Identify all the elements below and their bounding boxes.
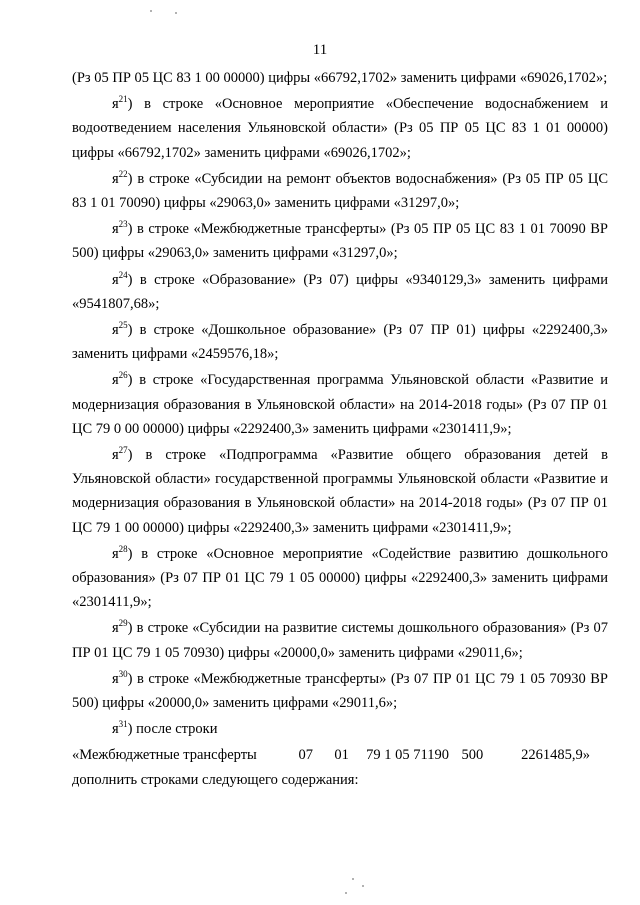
item-number: 27 — [118, 445, 128, 456]
row-amount: 2261485,9» — [521, 747, 590, 764]
item-number: 21 — [118, 94, 128, 105]
row-cs: 79 1 05 71190 — [366, 747, 449, 764]
scan-speck — [175, 12, 177, 14]
item-number: 26 — [118, 370, 128, 381]
item-letter: я — [112, 96, 119, 113]
paragraph-item-23 — [72, 217, 608, 265]
row-rz: 07 — [298, 747, 314, 764]
scan-speck — [150, 10, 152, 12]
paragraph-text: ) в строке «Дошкольное образование» (Рз 07 ПР 01) цифры «2292400,3» заменить цифрами «2459576,18»; — [72, 322, 608, 363]
paragraph-item-28 — [72, 542, 608, 615]
item-letter: я — [112, 372, 119, 389]
closing-line: дополнить строками следующего содержания: — [72, 771, 359, 788]
item-letter: я — [112, 170, 119, 187]
scan-speck — [362, 885, 364, 887]
paragraph-text: ) в строке «Образование» (Рз 07) цифры «9340129,3» заменить цифрами «9541807,68»; — [72, 271, 608, 312]
paragraph-item-30 — [72, 667, 608, 715]
paragraph-text: ) в строке «Субсидии на развитие системы дошкольного образования» (Рз 07 ПР 01 ЦС 79 1 05 70930) цифры «20000,0» заменить цифрами «29011,6»; — [72, 620, 608, 661]
item-letter: я — [112, 721, 119, 738]
paragraph-item-27 — [72, 443, 608, 540]
item-letter: я — [112, 271, 119, 288]
paragraph-item-26 — [72, 368, 608, 441]
row-vr: 500 — [461, 747, 484, 764]
item-letter: я — [112, 221, 119, 238]
item-letter: я — [112, 620, 119, 637]
item-letter: я — [112, 322, 119, 339]
paragraph-item-29 — [72, 616, 608, 664]
item-letter: я — [112, 447, 119, 464]
scan-speck — [352, 878, 354, 880]
paragraph-text: (Рз 05 ПР 05 ЦС 83 1 00 00000) цифры «66792,1702» заменить цифрами «69026,1702»; — [72, 70, 608, 86]
item-number: 24 — [118, 269, 128, 280]
row-pr: 01 — [334, 747, 349, 764]
scan-speck — [345, 892, 347, 894]
paragraph-text: ) в строке «Основное мероприятие «Обеспечение водоснабжением и водоотведением населения Ульяновской области» (Рз 05 ПР 05 ЦС 83 1 01 00000) цифры «66792,1702» заменить цифрами «69026,1702»; — [72, 96, 608, 161]
paragraph-text: ) в строке «Основное мероприятие «Содействие развитию дошкольного образования» (Рз 07 ПР 01 ЦС 79 1 05 00000) цифры «2292400,3» заменить цифрами «2301411,9»; — [72, 545, 608, 611]
paragraph-text: ) в строке «Межбюджетные трансферты» (Рз 05 ПР 05 ЦС 83 1 01 70090 ВР 500) цифры «29063,0» заменить цифрами «31297,0»; — [72, 221, 608, 262]
paragraph-text: ) в строке «Субсидии на ремонт объектов водоснабжения» (Рз 05 ПР 05 ЦС 83 1 01 70090) цифры «29063,0» заменить цифрами «31297,0»; — [72, 170, 608, 212]
document-body — [72, 66, 608, 792]
paragraph-item-25 — [72, 318, 608, 366]
item-number: 31 — [118, 719, 128, 730]
row-name: «Межбюджетные трансферты — [72, 747, 257, 764]
paragraph-text: ) в строке «Государственная программа Ульяновской области «Развитие и модернизация образования в Ульяновской области» на 2014-2018 годы» (Рз 07 ПР 01 ЦС 79 0 00 00000) цифры «2292400,3» заменить цифрами «2301411,9»; — [72, 372, 608, 437]
paragraph-item-31 — [72, 717, 608, 741]
paragraph-item-24 — [72, 268, 608, 316]
item-number: 29 — [118, 618, 128, 629]
page-number: 11 — [312, 42, 328, 58]
item-number: 30 — [118, 668, 128, 679]
paragraph-text: ) в строке «Межбюджетные трансферты» (Рз 07 ПР 01 ЦС 79 1 05 70930 ВР 500) цифры «20000,0» заменить цифрами «29011,6»; — [72, 670, 608, 712]
paragraph-text: ) после строки — [127, 721, 218, 738]
item-letter: я — [112, 545, 119, 562]
paragraph-item-21 — [72, 92, 608, 165]
paragraph-continuation — [72, 66, 608, 90]
item-number: 23 — [118, 219, 128, 230]
item-letter: я — [112, 670, 119, 687]
item-number: 22 — [118, 168, 128, 179]
item-number: 28 — [118, 543, 128, 554]
item-number: 25 — [118, 320, 128, 331]
paragraph-item-22 — [72, 167, 608, 215]
paragraph-text: ) в строке «Подпрограмма «Развитие общего образования детей в Ульяновской области» государственной программы Ульяновской области «Развитие и модернизация образования в Ульяновской области» на 2014-2018 годы» (Рз 07 ПР 01 ЦС 79 1 00 00000) цифры «2292400,3» заменить цифрами «2301411,9»; — [72, 447, 608, 536]
budget-table-row — [72, 743, 608, 767]
